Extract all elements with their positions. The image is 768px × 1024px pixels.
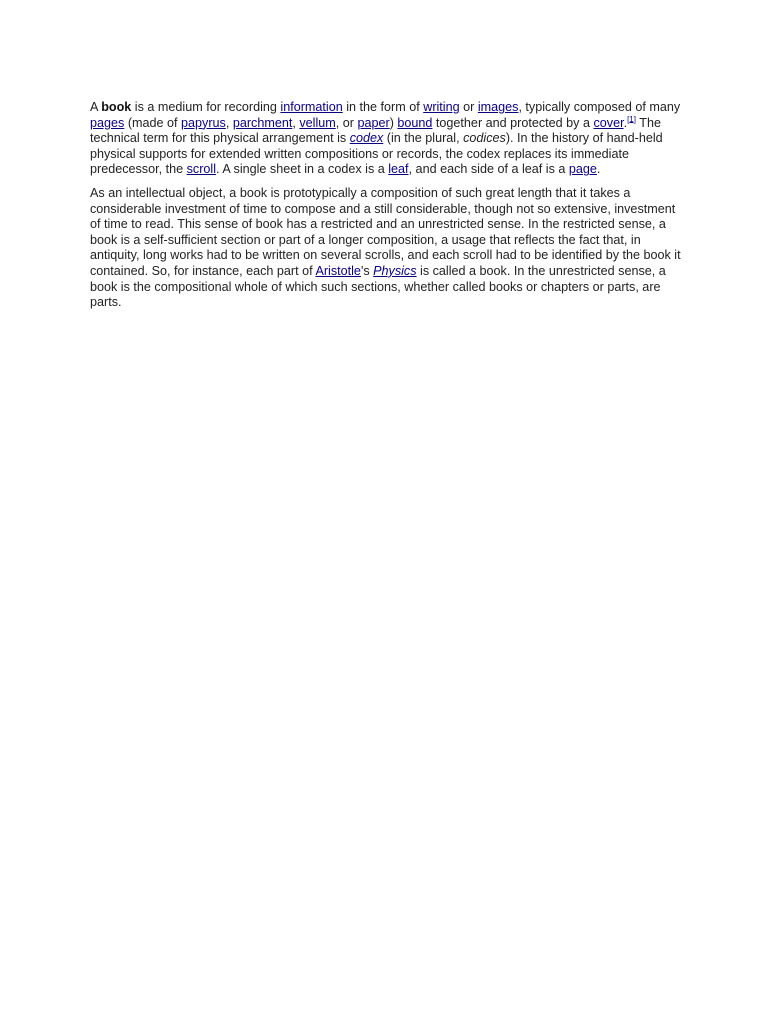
text-run: or	[459, 100, 478, 114]
text-run: The technical term for this physical arrangement is	[90, 115, 661, 146]
text-run: in the form of	[342, 100, 424, 114]
link-aristotle[interactable]: Aristotle	[315, 263, 361, 278]
text-run: . A single sheet in a codex is a	[216, 162, 389, 177]
text-run: .	[623, 115, 628, 130]
link-images[interactable]: images	[477, 100, 519, 114]
paragraph-1	[90, 100, 684, 178]
paragraph-2	[90, 186, 684, 311]
link-vellum[interactable]: vellum	[299, 115, 336, 130]
text-run: (in the plural,	[383, 131, 464, 146]
text-run: ). In the history of hand-held physical supports for extended written compositions or records, the codex replaces its immediate predecessor, the	[90, 131, 663, 177]
link-cover[interactable]: cover	[593, 115, 624, 130]
document-page	[90, 100, 684, 319]
link-scroll[interactable]: scroll	[186, 162, 217, 177]
text-run: A	[90, 100, 102, 114]
text-run: )	[389, 115, 398, 130]
italic-term: codices	[463, 131, 506, 146]
text-run: is called a book. In the unrestricted sense, a book is the compositional whole of which such sections, whether called books or chapters or parts, are parts.	[90, 263, 666, 310]
link-leaf[interactable]: leaf	[388, 162, 409, 177]
text-run: ,	[225, 115, 233, 130]
text-run: (made of	[124, 115, 182, 130]
link-physics[interactable]: Physics	[373, 263, 417, 278]
bold-term: book	[101, 100, 132, 114]
text-run: ,	[292, 115, 300, 130]
text-run: 's	[360, 263, 374, 278]
text-run: As an intellectual object, a book is prototypically a composition of such great length that it takes a considerable investment of time to compose and a still considerable, though not so extensive, investment of time to read. This sense of book has a restricted and an unrestricted sense. In the restricted sense, a book is a self-sufficient section or part of a longer composition, a usage that reflects the fact that, in antiquity, long works had to be written on several scrolls, and each scroll had to be identified by the book it contained. So, for instance, each part of	[90, 185, 681, 278]
text-run: , typically composed of many	[518, 100, 681, 114]
link-writing[interactable]: writing	[423, 100, 460, 114]
text-run: , or	[335, 115, 358, 130]
link-page[interactable]: page	[568, 162, 597, 177]
link-parchment[interactable]: parchment	[232, 115, 293, 130]
text-run: together and protected by a	[432, 115, 594, 130]
citation-link[interactable]: [1]	[627, 114, 636, 124]
link-paper[interactable]: paper	[357, 115, 390, 130]
link-information[interactable]: information	[280, 100, 343, 114]
text-run: .	[596, 162, 601, 177]
text-run: , and each side of a leaf is a	[408, 162, 569, 177]
text-run: is a medium for recording	[131, 100, 281, 114]
link-pages[interactable]: pages	[90, 115, 125, 130]
link-bound[interactable]: bound	[397, 115, 433, 130]
link-codex[interactable]: codex	[349, 131, 384, 146]
link-papyrus[interactable]: papyrus	[181, 115, 226, 130]
